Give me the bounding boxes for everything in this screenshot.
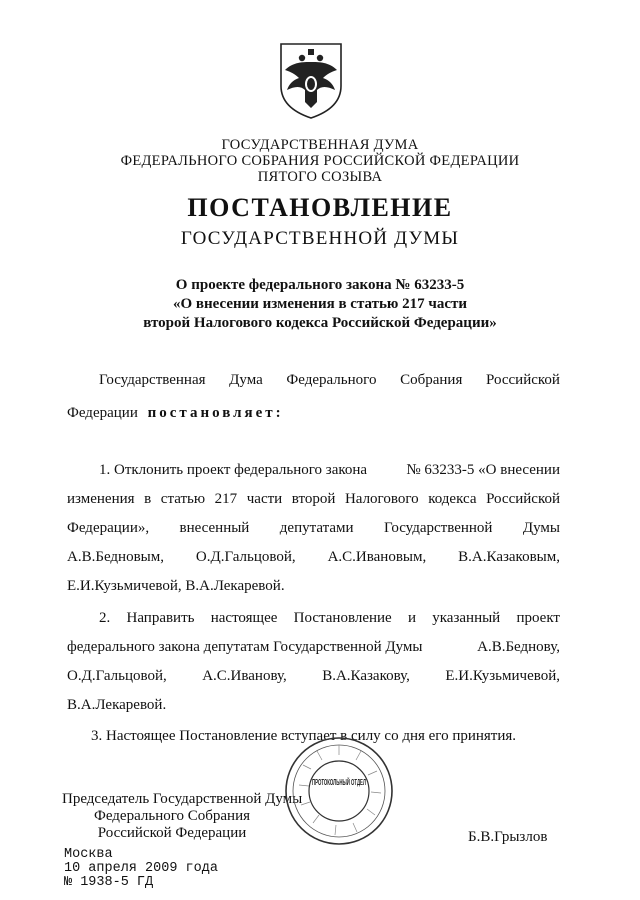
item2-line-2-start: федерального закона депутатам Государственной Думы: [67, 639, 423, 655]
bill-line-2: «О внесении изменения в статью 217 части: [172, 296, 468, 312]
intro-line-2-start: Федерации: [67, 405, 138, 421]
item2-word: настоящее: [210, 610, 278, 626]
intro-line-2: [67, 405, 284, 422]
item2-line-2: [67, 639, 560, 656]
item1-line-3: [67, 520, 560, 537]
intro-word: Собрания: [400, 372, 463, 388]
signatory-name: Б.В.Грызлов: [468, 829, 548, 845]
header-line-3: ПЯТОГО СОЗЫВА: [257, 169, 383, 185]
item2-line-3: [67, 668, 560, 685]
deputy-name: О.Д.Гальцовой,: [67, 668, 167, 684]
bill-line-3: второй Налогового кодекса Российской Федерации»: [143, 315, 497, 331]
stamp-text: ПРОТОКОЛЬНЫЙ ОТДЕЛ: [312, 778, 367, 787]
item2-word: указанный: [432, 610, 501, 626]
intro-word: Федерального: [286, 372, 377, 388]
item1-line-4: [67, 549, 560, 566]
item1-word: депутатами: [279, 520, 354, 536]
item1-line-5: Е.И.Кузьмичевой, В.А.Лекаревой.: [67, 578, 285, 594]
document-title: ПОСТАНОВЛЕНИЕ: [187, 193, 453, 222]
item1-line-1: [99, 462, 560, 479]
deputy-name: О.Д.Гальцовой,: [195, 549, 296, 565]
intro-word: Российской: [486, 372, 560, 388]
item1-word: Думы: [522, 520, 560, 536]
item1-word: внесенный: [179, 520, 250, 536]
item3-text: 3. Настоящее Постановление вступает в силу со дня его принятия.: [91, 728, 517, 744]
protocol-department-stamp: [283, 735, 395, 847]
bill-line-1: О проекте федерального закона № 63233-5: [175, 277, 465, 293]
signature-line-3: Российской Федерации: [97, 825, 247, 841]
deputy-name: А.С.Иванову,: [202, 668, 287, 684]
intro-word: Дума: [229, 372, 263, 388]
intro-line-1: [99, 372, 560, 389]
header-line-2: ФЕДЕРАЛЬНОГО СОБРАНИЯ РОССИЙСКОЙ ФЕДЕРАЦИИ: [120, 153, 520, 169]
footer-number: № 1938-5 ГД: [64, 875, 154, 890]
item2-word: и: [407, 610, 416, 626]
item2-line-1: [99, 610, 560, 627]
document-subtitle: ГОСУДАРСТВЕННОЙ ДУМЫ: [180, 228, 460, 249]
item1-word: Государственной: [383, 520, 493, 536]
footer-date: 10 апреля 2009 года: [64, 861, 218, 876]
item2-line-2-end: А.В.Беднову,: [477, 639, 560, 655]
intro-action: постановляет:: [147, 405, 284, 421]
deputy-name: А.В.Бедновым,: [67, 549, 164, 565]
signature-line-2: Федерального Собрания: [93, 808, 251, 824]
signature-line-1: Председатель Государственной Думы: [62, 791, 303, 807]
item2-word: проект: [516, 610, 560, 626]
footer-city: Москва: [64, 847, 113, 862]
deputy-name: В.А.Казакову,: [322, 668, 410, 684]
item1-line-1-end: № 63233-5 «О внесении: [406, 462, 560, 478]
intro-word: Государственная: [99, 372, 206, 388]
item2-word: Постановление: [293, 610, 392, 626]
item2-line-4: В.А.Лекаревой.: [67, 697, 167, 713]
item2-word: 2.: [99, 610, 111, 626]
item2-word: Направить: [126, 610, 195, 626]
deputy-name: В.А.Казаковым,: [458, 549, 560, 565]
coat-of-arms-emblem: [275, 40, 347, 120]
deputy-name: Е.И.Кузьмичевой,: [445, 668, 560, 684]
item1-word: Федерации»,: [67, 520, 150, 536]
item1-line-2: изменения в статью 217 части второй Налогового кодекса Российской: [67, 491, 560, 507]
header-line-1: ГОСУДАРСТВЕННАЯ ДУМА: [221, 137, 419, 153]
deputy-name: А.С.Ивановым,: [327, 549, 427, 565]
item1-line-1-start: 1. Отклонить проект федерального закона: [99, 462, 368, 478]
